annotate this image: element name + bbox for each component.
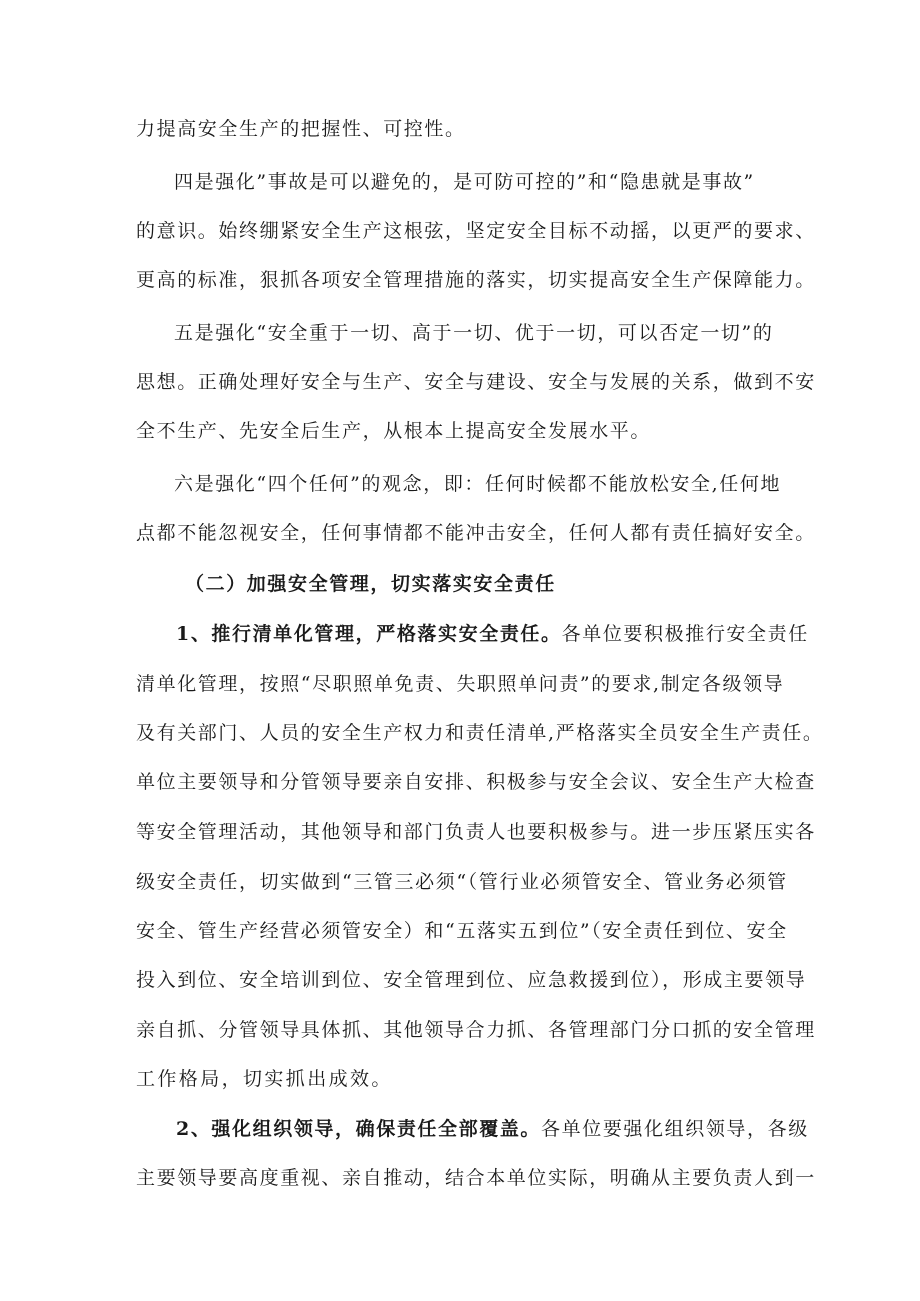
line-text: 各单位要积极推行安全责任	[561, 623, 809, 645]
line-text: 亲自抓、分管领导具体抓、其他领导合力抓、各管理部门分口抓的安全管理	[136, 1019, 816, 1041]
line-text: 工作格局，切实抓出成效。	[136, 1068, 393, 1090]
paragraph-line	[0, 260, 920, 300]
paragraph-line	[0, 362, 920, 402]
line-text: 等安全管理活动，其他领导和部门负责人也要积极参与。进一步压紧压实各	[136, 821, 816, 843]
line-text: 安全、管生产经营必须管安全）和“五落实五到位”（安全责任到位、安全	[136, 920, 788, 942]
paragraph-line	[0, 614, 920, 654]
subheading-text: 2、强化组织领导，确保责任全部覆盖。	[176, 1118, 542, 1140]
line-text: 的意识。始终绷紧安全生产这根弦，坚定安全目标不动摇，以更严的要求、	[136, 220, 816, 242]
line-text: 六是强化“四个任何”的观念，即：任何时候都不能放松安全,任何地	[174, 473, 782, 495]
paragraph-line	[0, 211, 920, 251]
paragraph-line	[0, 1010, 920, 1050]
paragraph-line	[0, 411, 920, 451]
line-text: 及有关部门、人员的安全生产权力和责任清单,严格落实全员安全生产责任。	[136, 722, 824, 744]
line-text: 更高的标准，狠抓各项安全管理措施的落实，切实提高安全生产保障能力。	[136, 269, 816, 291]
line-text: 四是强化”事故是可以避免的，是可防可控的”和“隐患就是事故”	[174, 171, 755, 193]
paragraph-line	[0, 109, 920, 149]
paragraph-line	[0, 960, 920, 1000]
line-text: 清单化管理，按照“尽职照单免责、失职照单问责”的要求,制定各级领导	[136, 673, 785, 695]
paragraph-line	[0, 464, 920, 504]
paragraph-line	[0, 513, 920, 553]
line-text: 全不生产、先安全后生产，从根本上提高安全发展水平。	[136, 420, 652, 442]
line-text: 力提高安全生产的把握性、可控性。	[136, 118, 466, 140]
paragraph-line	[0, 1059, 920, 1099]
paragraph-line	[0, 911, 920, 951]
line-text: 五是强化“安全重于一切、高于一切、优于一切，可以否定一切”的	[174, 322, 774, 344]
paragraph-line	[0, 862, 920, 902]
paragraph-line	[0, 762, 920, 802]
paragraph-line	[0, 1158, 920, 1198]
paragraph-line	[0, 313, 920, 353]
subheading-text: 1、推行清单化管理，严格落实安全责任。	[176, 623, 562, 645]
paragraph-line	[0, 812, 920, 852]
section-heading-text: （二）加强安全管理，切实落实安全责任	[185, 573, 556, 595]
line-text: 单位主要领导和分管领导要亲自安排、积极参与安全会议、安全生产大检查	[136, 771, 816, 793]
line-text: 级安全责任，切实做到“三管三必须“（管行业必须管安全、管业务必须管	[136, 871, 788, 893]
line-text: 主要领导要高度重视、亲自推动，结合本单位实际，明确从主要负责人到一	[136, 1167, 816, 1189]
paragraph-line	[0, 1109, 920, 1149]
section-heading	[0, 564, 920, 604]
paragraph-line	[0, 664, 920, 704]
line-text: 思想。正确处理好安全与生产、安全与建设、安全与发展的关系，做到不安	[136, 371, 816, 393]
paragraph-line	[0, 162, 920, 202]
line-text: 点都不能忽视安全，任何事情都不能冲击安全，任何人都有责任搞好安全。	[136, 522, 816, 544]
paragraph-line	[0, 713, 920, 753]
line-text: 投入到位、安全培训到位、安全管理到位、应急救援到位），形成主要领导	[136, 969, 807, 991]
line-text: 各单位要强化组织领导，各级	[541, 1118, 809, 1140]
